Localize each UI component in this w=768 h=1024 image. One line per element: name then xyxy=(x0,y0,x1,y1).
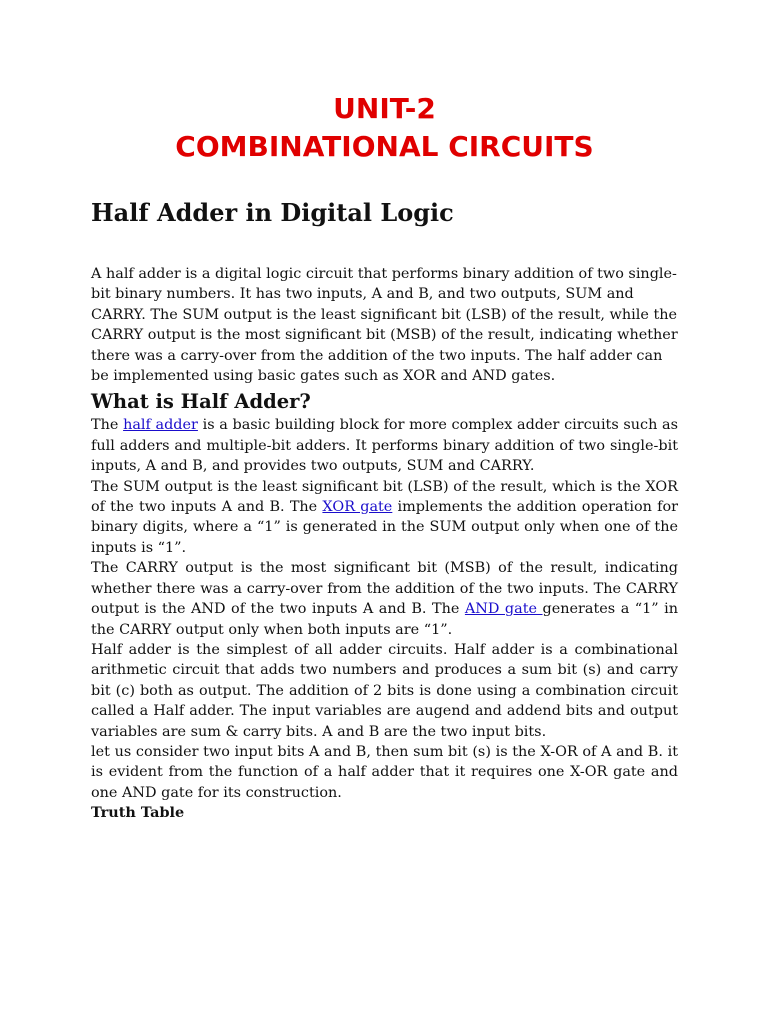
paragraph-simplest-adder: Half adder is the simplest of all adder circuits. Half adder is a combinational arithmetic circuit that adds two numbers and produces a sum bit (s) and carry bit (c) both as output. The addition of 2 bits is done using a combination circuit called a Half adder. The input variables are augend and addend bits and output variables are sum & carry bits. A and B are the two input bits. xyxy=(91,641,678,740)
unit-title xyxy=(91,90,678,166)
and-gate-link[interactable]: AND gate xyxy=(464,601,543,618)
paragraph-carry-output xyxy=(91,558,678,640)
truth-table-label: Truth Table xyxy=(91,804,185,822)
text: The CARRY output is the most significant bit (MSB) of the result, indicating whether there was a carry-over from the addition of the two inputs. The CARRY output is the AND of the two inputs A and B. The xyxy=(91,560,678,618)
intro-paragraph: A half adder is a digital logic circuit that performs binary addition of two single-bit binary numbers. It has two inputs, A and B, and two outputs, SUM and CARRY. The SUM output is the least significant bit (LSB) of the result, while the CARRY output is the most significant bit (MSB) of the result, indicating whether there was a carry-over from the addition of the two inputs. The half adder can be implemented using basic gates such as XOR and AND gates. xyxy=(91,266,678,385)
paragraph-half-adder-definition xyxy=(91,415,678,476)
text: generates a “1” in the CARRY output only when both inputs are “1”. xyxy=(91,601,679,638)
half-adder-link[interactable]: half adder xyxy=(123,417,198,434)
text: The xyxy=(91,417,124,434)
unit-number: UNIT-2 xyxy=(333,92,436,125)
document-page xyxy=(91,90,678,824)
paragraph-construction: let us consider two input bits A and B, then sum bit (s) is the X-OR of A and B. it is evident from the function of a half adder that it requires one X-OR gate and one AND gate for its construction. xyxy=(91,743,678,801)
text: is a basic building block for more complex adder circuits such as full adders and multiple-bit adders. It performs binary addition of two single-bit inputs, A and B, and provides two outputs, SUM and CARRY. xyxy=(91,417,678,475)
page-title: Half Adder in Digital Logic xyxy=(91,198,454,227)
xor-gate-link[interactable]: XOR gate xyxy=(322,499,393,516)
unit-topic: COMBINATIONAL CIRCUITS xyxy=(175,130,594,163)
paragraph-sum-output xyxy=(91,477,678,559)
text: The SUM output is the least significant bit (LSB) of the result, which is the XOR of the two inputs A and B. The xyxy=(91,478,678,516)
section-heading: What is Half Adder? xyxy=(91,390,311,414)
text: implements the addition operation for binary digits, where a “1” is generated in the SUM output only when one of the inputs is “1”. xyxy=(91,499,679,556)
